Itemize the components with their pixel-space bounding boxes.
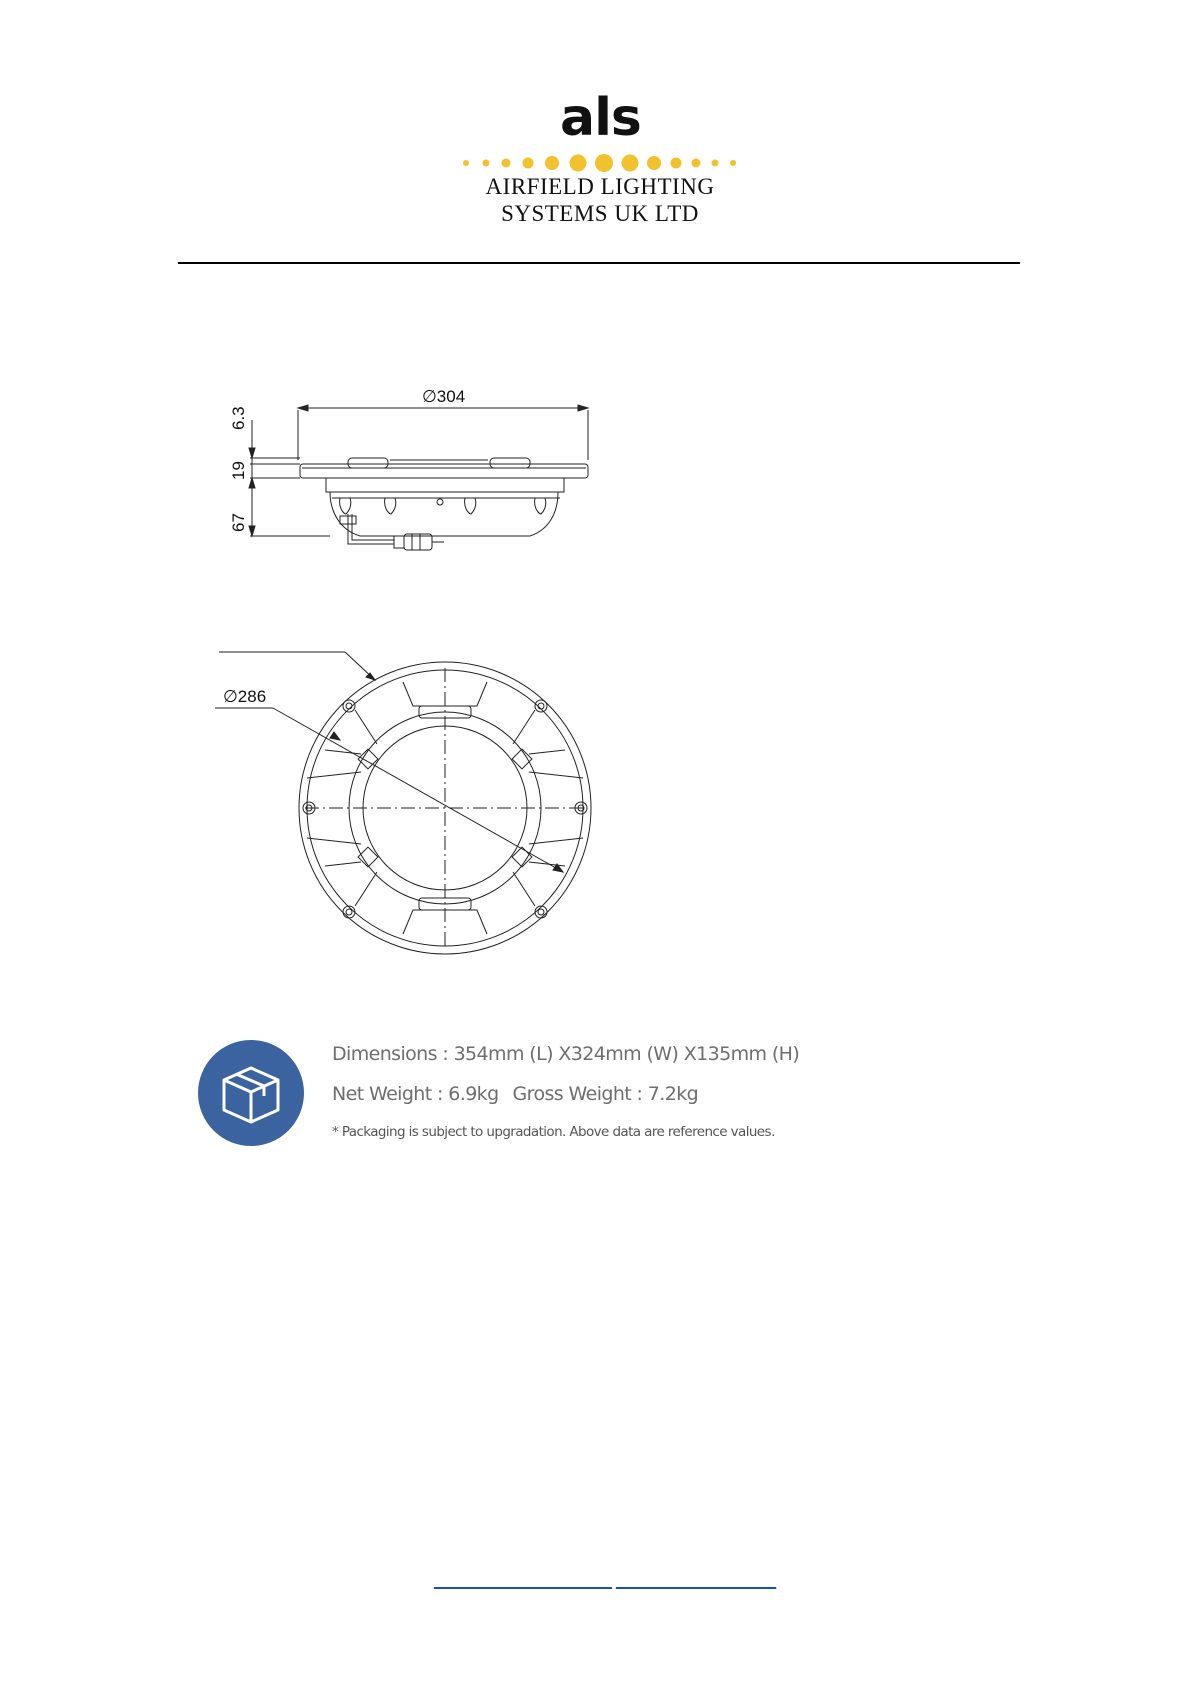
packaging-weights xyxy=(332,1083,698,1105)
side-diameter-label: ∅304 xyxy=(422,387,466,406)
plan-view-drawing xyxy=(205,640,605,960)
logo-mark: als xyxy=(560,88,641,148)
plan-diameter-label: ∅286 xyxy=(223,687,267,706)
dim-middle-label: 19 xyxy=(229,461,248,480)
dim-bottom-label: 67 xyxy=(229,513,248,532)
packaging-badge xyxy=(198,1040,304,1146)
logo-dots-icon xyxy=(460,150,740,176)
gross-weight: Gross Weight : 7.2kg xyxy=(512,1083,699,1105)
footer-link-1[interactable]: ____________________ xyxy=(434,1573,612,1590)
side-view-drawing xyxy=(210,380,610,580)
dim-top-label: 6.3 xyxy=(229,406,248,430)
header-divider xyxy=(178,262,1020,264)
footer-link-2[interactable]: __________________ xyxy=(615,1573,777,1590)
net-weight: Net Weight : 6.9kg xyxy=(332,1083,499,1105)
company-name-line1: AIRFIELD LIGHTING xyxy=(485,174,715,199)
company-name-line2: SYSTEMS UK LTD xyxy=(501,201,699,226)
box-icon xyxy=(216,1058,286,1128)
packaging-note: * Packaging is subject to upgradation. Above data are reference values. xyxy=(332,1124,775,1140)
footer-links xyxy=(434,1573,776,1591)
packaging-dimensions: Dimensions : 354mm (L) X324mm (W) X135mm (H) xyxy=(332,1043,800,1065)
